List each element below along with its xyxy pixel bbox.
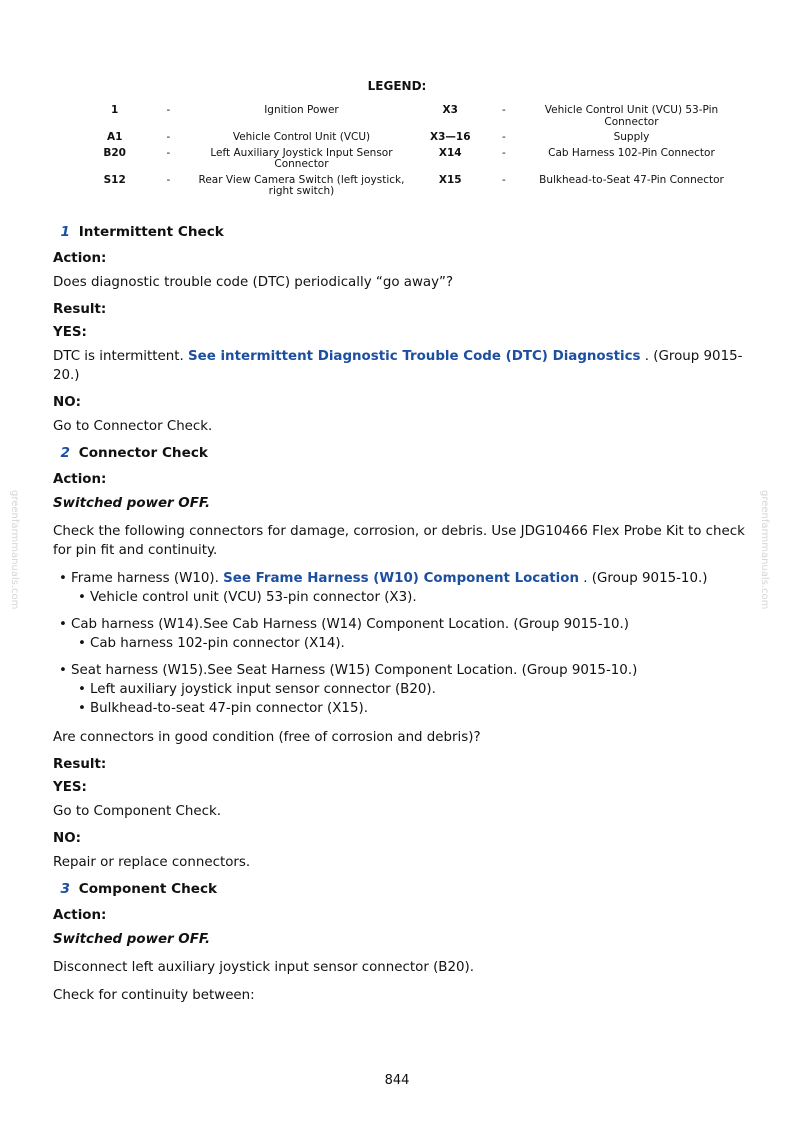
no-text: Repair or replace connectors. — [53, 855, 251, 870]
no-text: Go to Connector Check. — [53, 419, 213, 434]
legend-dash: - — [502, 173, 506, 186]
legend-title: LEGEND: — [367, 79, 427, 93]
step-title: Connector Check — [78, 445, 208, 461]
step-title: Intermittent Check — [78, 224, 224, 240]
sub-list — [71, 634, 753, 653]
step-number: 3 — [60, 881, 70, 897]
legend-description: Bulkhead-to-Seat 47-Pin Connector — [539, 173, 724, 186]
yes-text: Go to Component Check. — [53, 804, 221, 819]
legend-description: Rear View Camera Switch (left joystick, right switch) — [198, 173, 405, 197]
yes-label: YES: — [53, 780, 87, 795]
list-item-text: Cab harness (W14).See Cab Harness (W14) Component Location. (Group 9015-10.) — [71, 617, 630, 632]
instruction-text: Check the following connectors for damage, corrosion, or debris. Use JDG10466 Flex Probe Kit to check for pin fit and continuity. — [53, 524, 745, 558]
legend-row — [80, 105, 740, 132]
list-item-text: Seat harness (W15).See Seat Harness (W15) Component Location. (Group 9015-10.) — [71, 663, 638, 678]
legend-dash: - — [502, 104, 506, 116]
legend-code: A1 — [106, 131, 123, 143]
instruction-text: Disconnect left auxiliary joystick input sensor connector (B20). — [53, 960, 475, 975]
question-text: Are connectors in good condition (free of corrosion and debris)? — [53, 730, 481, 745]
legend-row — [80, 148, 740, 175]
step-number: 1 — [60, 224, 70, 240]
power-off-note: Switched power OFF. — [53, 932, 211, 947]
step-1-heading — [53, 224, 753, 240]
legend-code: B20 — [103, 146, 126, 159]
legend-dash: - — [166, 146, 171, 159]
frame-harness-link[interactable]: See Frame Harness (W10) Component Location — [223, 571, 579, 586]
legend-code: 1 — [111, 104, 119, 116]
sub-list-item: • Vehicle control unit (VCU) 53-pin connector (X3). — [90, 588, 753, 607]
legend-code: S12 — [103, 173, 126, 186]
legend-code: X3 — [442, 104, 458, 116]
list-item — [71, 615, 753, 653]
action-label: Action: — [53, 472, 107, 487]
sub-list-item: • Cab harness 102-pin connector (X14). — [90, 634, 753, 653]
intermittent-dtc-link[interactable]: See intermittent Diagnostic Trouble Code (DTC) Diagnostics — [188, 349, 641, 364]
connector-list — [53, 569, 753, 718]
legend-description: Supply — [613, 131, 650, 143]
legend-row — [80, 175, 740, 202]
step-2-heading — [53, 445, 753, 461]
instruction-text: Check for continuity between: — [53, 988, 255, 1003]
step-title: Component Check — [78, 881, 218, 897]
legend-description: Left Auxiliary Joystick Input Sensor Connector — [210, 146, 393, 170]
power-off-note: Switched power OFF. — [53, 496, 211, 511]
legend-dash: - — [166, 104, 171, 116]
page-number: 844 — [384, 1073, 410, 1088]
legend-table — [80, 105, 740, 202]
no-label: NO: — [53, 831, 81, 846]
list-item-suffix: . (Group 9015-10.) — [583, 571, 708, 586]
list-item — [71, 569, 753, 607]
sub-list — [71, 680, 753, 718]
list-item-text: Frame harness (W10). — [71, 571, 219, 586]
legend-row — [80, 132, 740, 148]
no-label: NO: — [53, 395, 81, 410]
legend-description: Ignition Power — [264, 104, 339, 116]
legend-code: X3—16 — [429, 131, 471, 143]
sub-list-item: • Bulkhead-to-seat 47-pin connector (X15). — [90, 699, 753, 718]
action-label: Action: — [53, 251, 107, 266]
legend-dash: - — [502, 131, 506, 143]
watermark-right: greenfarmmanuals.com — [759, 490, 770, 610]
action-text: Does diagnostic trouble code (DTC) periodically “go away”? — [53, 275, 454, 290]
legend-description: Vehicle Control Unit (VCU) 53-Pin Connector — [544, 104, 719, 128]
legend-code: X15 — [438, 173, 462, 186]
yes-text-suffix: . (Group 9015-20.) — [53, 349, 743, 383]
yes-label: YES: — [53, 325, 87, 340]
legend-code: X14 — [438, 146, 462, 159]
result-label: Result: — [53, 757, 107, 772]
step-number: 2 — [60, 445, 70, 461]
sub-list-item: • Left auxiliary joystick input sensor connector (B20). — [90, 680, 753, 699]
list-item — [71, 661, 753, 718]
legend-dash: - — [166, 131, 171, 143]
legend-description: Vehicle Control Unit (VCU) — [232, 131, 371, 143]
yes-text-prefix: DTC is intermittent. — [53, 349, 184, 364]
legend-description: Cab Harness 102-Pin Connector — [548, 146, 715, 159]
legend-dash: - — [502, 146, 506, 159]
procedure-content — [53, 222, 753, 1014]
result-label: Result: — [53, 302, 107, 317]
action-label: Action: — [53, 908, 107, 923]
step-3-heading — [53, 881, 753, 897]
sub-list — [71, 588, 753, 607]
watermark-left: greenfarmmanuals.com — [9, 490, 20, 610]
yes-text — [53, 347, 753, 385]
legend-dash: - — [166, 173, 171, 186]
